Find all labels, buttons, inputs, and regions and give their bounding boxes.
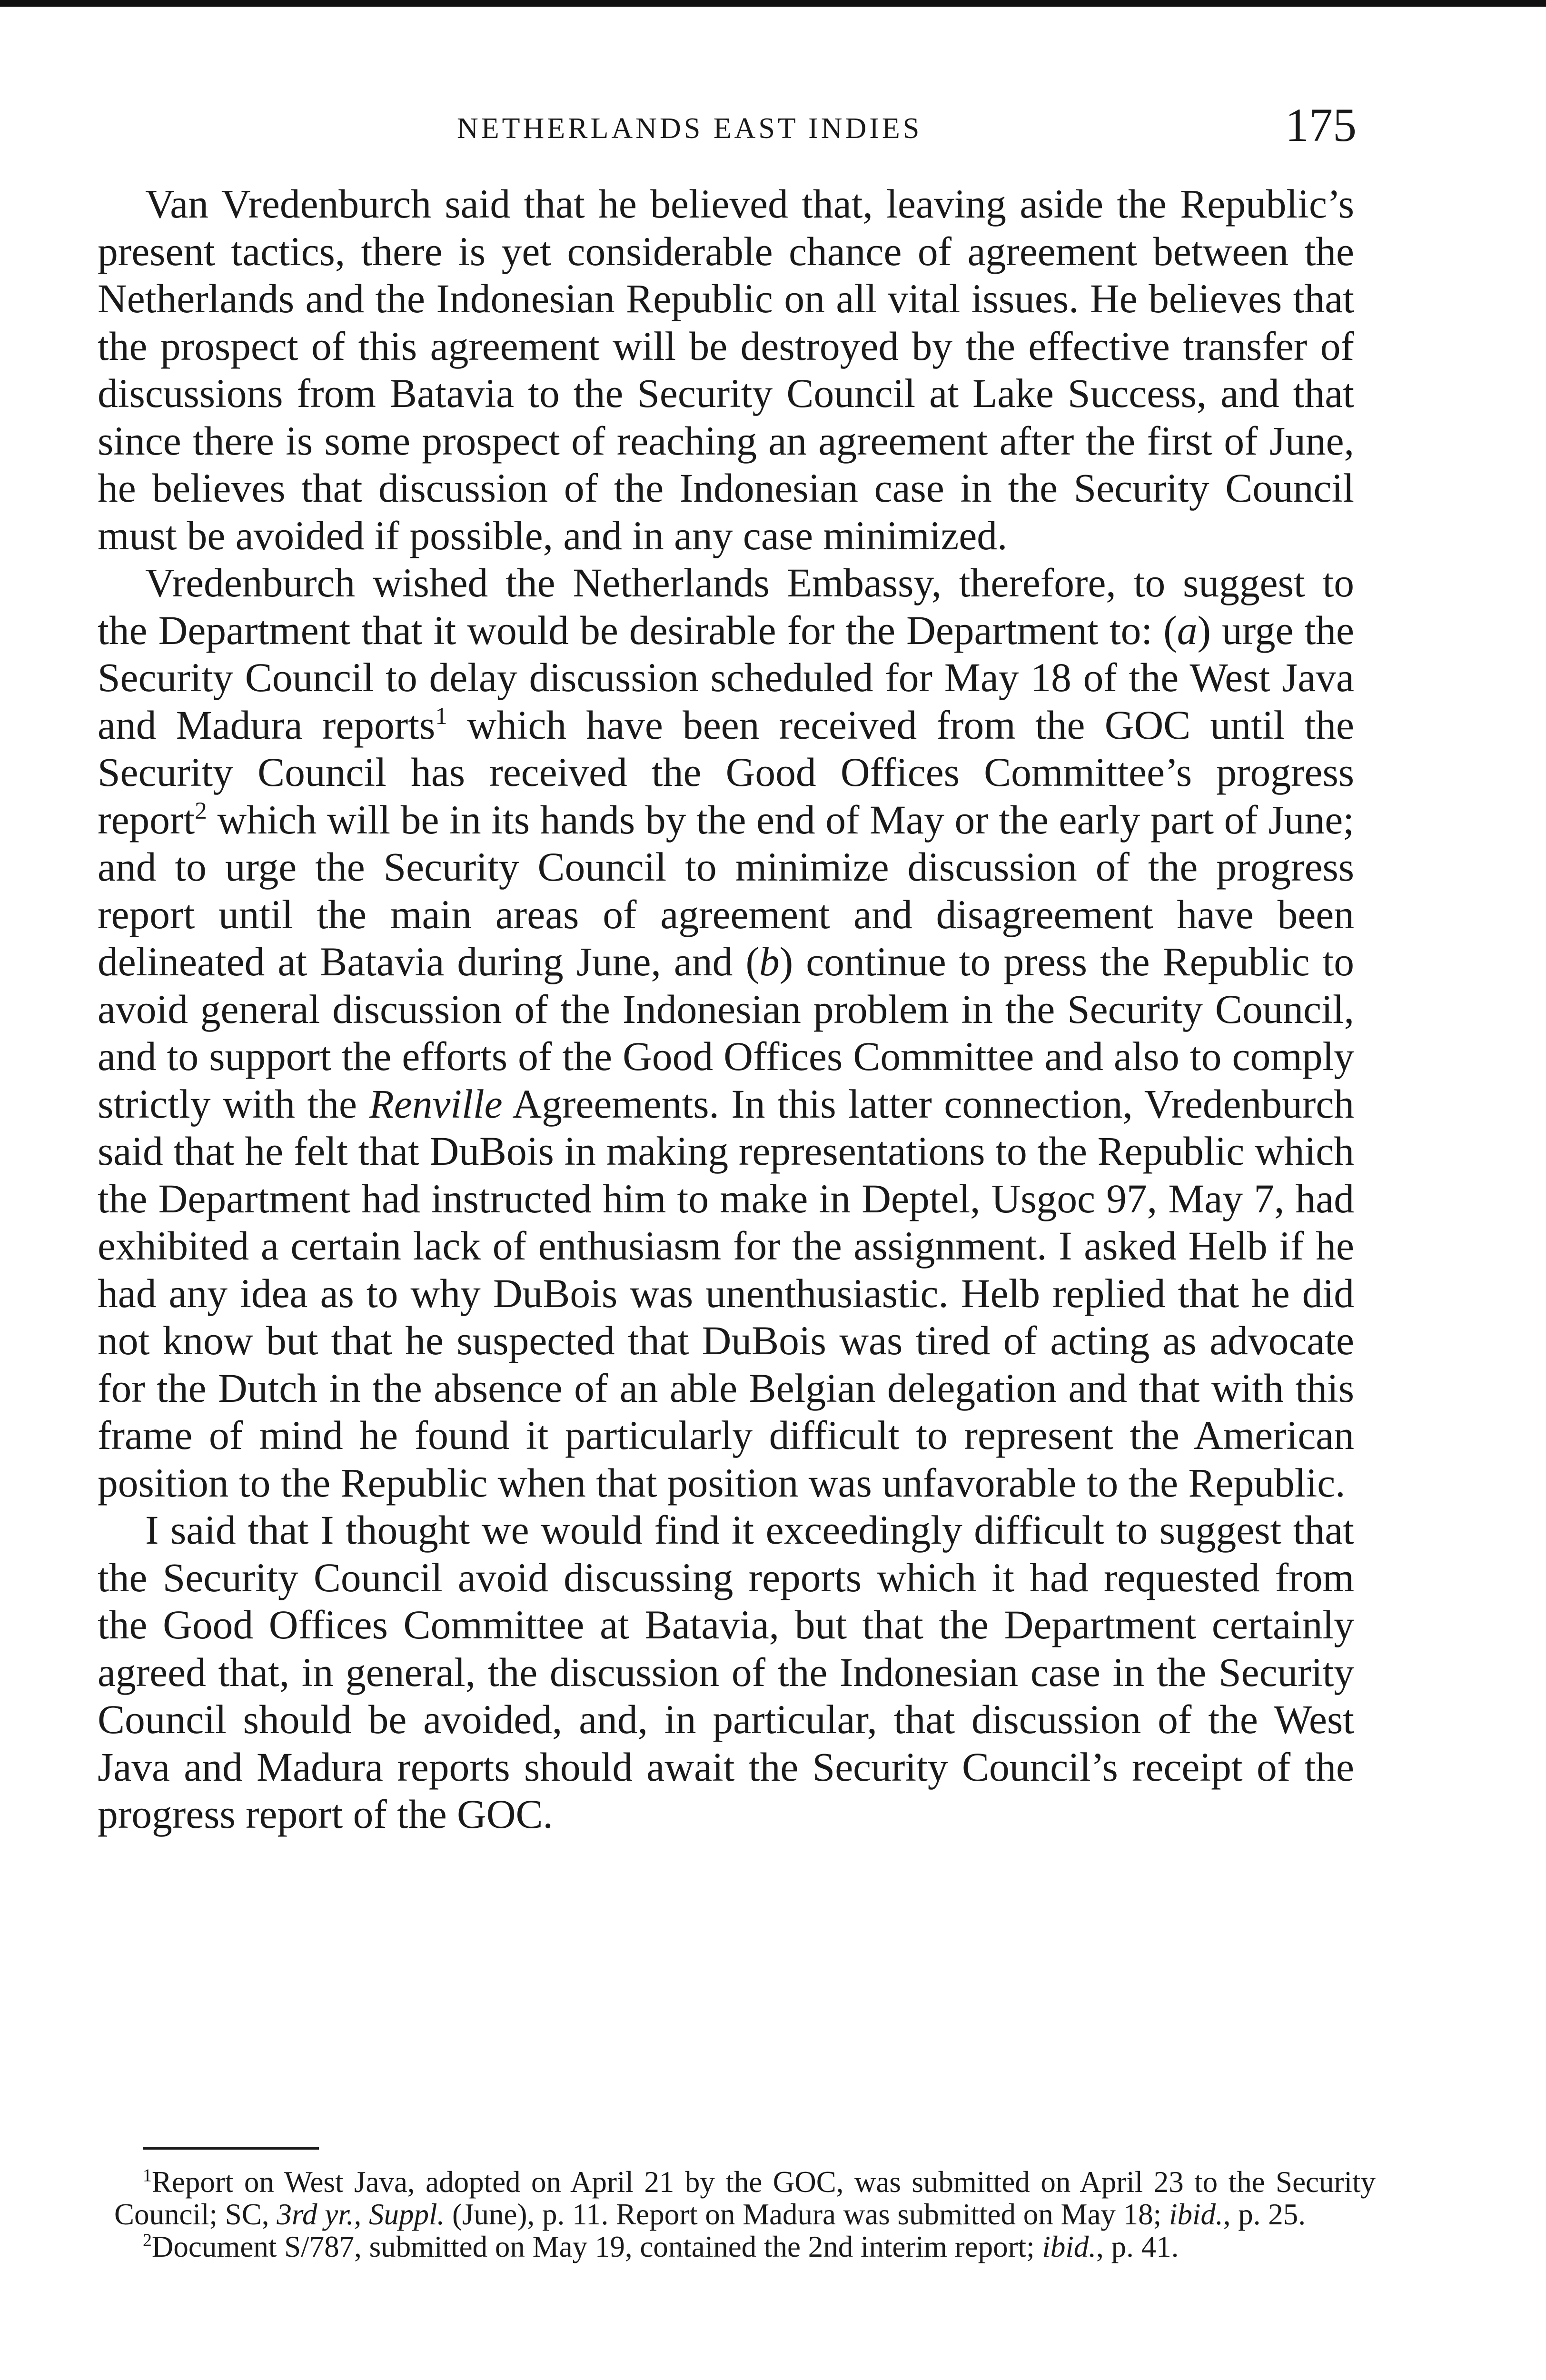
footnote-2-ibid: ibid.: [1042, 2230, 1097, 2263]
paragraph-2-text-i: Agreements. In this latter connection, Vredenburch said that he felt that DuBois in making representations to the Republic which the Department had instructed him to make in Deptel, Usgoc 97, May 7, had exhibited a certain lack of enthusiasm for the assignment. I asked Helb if he had any idea as to why DuBois was unenthusiastic. Helb replied that he did not know but that he suspected that DuBois was tired of acting as advocate for the Dutch in the absence of an able Belgian delegation and that with this frame of mind he found it particularly difficult to represent the American position to the Republic when that position was unfavorable to the Republic.: [98, 1081, 1355, 1506]
paragraph-1: Van Vredenburch said that he believed that, leaving aside the Republic’s present tactics, there is yet considerable chance of agreement between the Netherlands and the Indonesian Republic on all vital issues. He believes that the prospect of this agreement will be destroyed by the effective transfer of discussions from Batavia to the Security Council at Lake Success, and that since there is some prospect of reaching an agreement after the first of June, he believes that discussion of the Indonesian case in the Security Council must be avoided if possible, and in any case minimized.: [98, 182, 1354, 558]
footnote-ref-1: 1: [435, 702, 447, 730]
paragraph-2-item-a-letter: a: [1177, 608, 1198, 653]
footnote-2-marker: 2: [143, 2230, 152, 2251]
footnote-separator: [143, 2147, 319, 2150]
footnote-1-ibid: ibid.: [1169, 2198, 1223, 2231]
footnotes: [114, 2166, 1376, 2263]
paragraph-2-text-g: ) continue to press the Republic to avoid general discussion of the Indonesian problem in the Security Council, and to support the efforts of the Good Offices Committee and also to comply strictly with the: [98, 940, 1354, 1127]
footnote-1-marker: 1: [143, 2165, 152, 2186]
footnote-2: [114, 2231, 1376, 2263]
renville-italic: Renville: [369, 1081, 503, 1127]
footnote-1-citation-italic: 3rd yr., Suppl.: [277, 2198, 445, 2231]
paragraph-3: I said that I thought we would find it exceedingly difficult to suggest that the Security Council avoid discussing reports which it had requested from the Good Offices Committee at Batavia, but that the Department certainly agreed that, in general, the discussion of the Indonesian case in the Security Council should be avoided, and, in particular, that discussion of the West Java and Madura reports should await the Security Council’s receipt of the progress report of the GOC.: [98, 1508, 1354, 1837]
running-header: [114, 98, 1357, 155]
paragraph-2: [98, 560, 1354, 1507]
footnote-2-text-c: , p. 41.: [1096, 2230, 1179, 2263]
footnote-1-text-c: (June), p. 11. Report on Madura was submitted on May 18;: [445, 2198, 1169, 2231]
running-title: NETHERLANDS EAST INDIES: [457, 112, 922, 145]
paragraph-2-text-e: which will be in its hands by the end of May or the early part of June; and to urge the Security Council to minimize discussion of the progress report until the main areas of agreement and disagreement have been delineated at Batavia during June, and (: [98, 797, 1354, 984]
paragraph-2-text-c: ) urge the Security Council to delay discussion scheduled for May 18 of the West Java and Madura reports: [98, 608, 1354, 748]
page-number: 175: [1285, 99, 1357, 151]
top-edge-rule: [0, 0, 1546, 7]
footnote-1-text-e: , p. 25.: [1223, 2198, 1306, 2231]
footnote-1-text-a: Report on West Java, adopted on April 21 by the GOC, was submitted on April 23 to the Security Council; SC,: [114, 2165, 1376, 2231]
paragraph-2-item-b-letter: b: [759, 940, 780, 984]
paragraph-2-text-d: which have been received from the GOC until the Security Council has received the Good Offices Committee’s progress report: [98, 703, 1354, 843]
footnote-2-text-a: Document S/787, submitted on May 19, contained the 2nd interim report;: [151, 2230, 1042, 2263]
footnote-1: [114, 2166, 1376, 2231]
main-text: [98, 181, 1354, 1839]
footnote-ref-2: 2: [195, 797, 207, 824]
paragraph-2-text-a: Vredenburch wished the Netherlands Embassy, therefore, to suggest to the Department that it would be desirable for the Department to: (: [98, 561, 1354, 653]
